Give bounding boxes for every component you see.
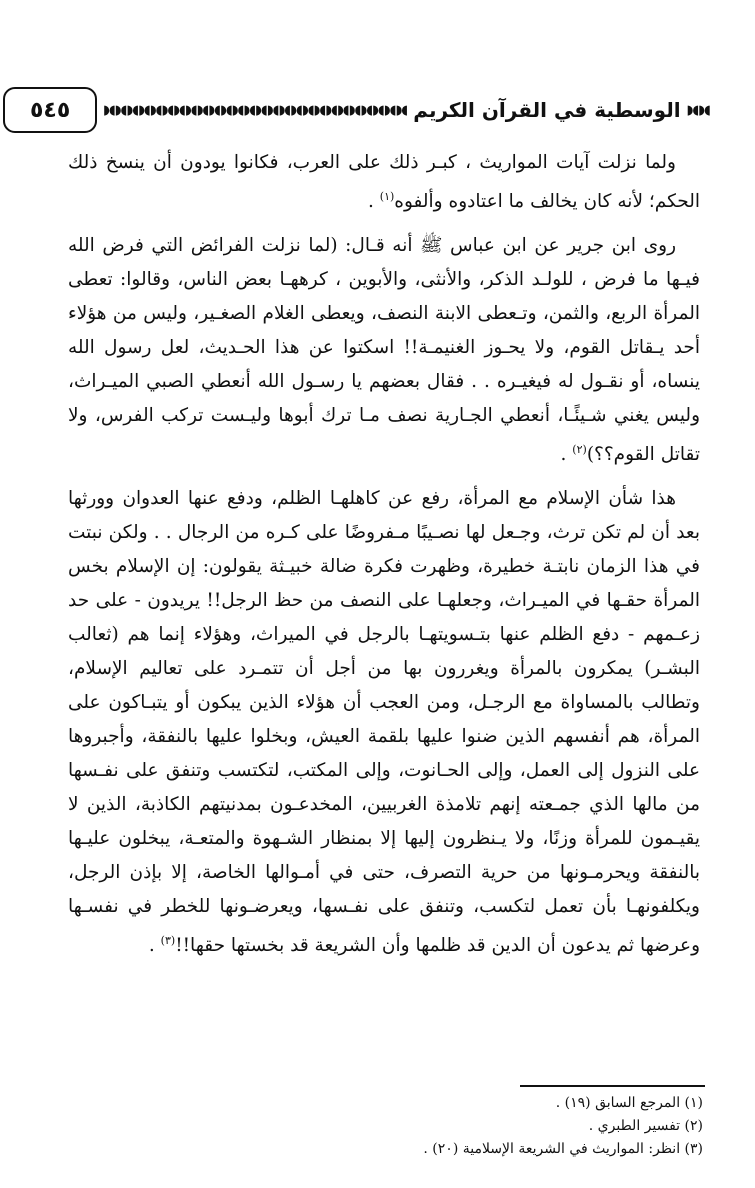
paragraph-text: هذا شأن الإسلام مع المرأة، رفع عن كاهلهـا الظلم، ودفع عنها العدوان وورثها بعد أن لم تكن ترث، وجـعل لها نصـيبًا مـفروضًا على كـره من الرجال . . ولكن نبتت في هذا الزمان نابتـة خطيرة، وظهرت فكرة ضالة خبيـثة يقولون: إن الإسلام بخس المرأة حقـها في الميـراث، وجعلهـا على النصف من حظ الرجل!! يريدون - على حد زعـمهم - دفع الظلم عنها بتـسويتهـا بالرجل في الميراث، وهؤلاء إنما هم (ثعالب البشـر) يمكرون بالمرأة ويغررون بها من أجل أن تتمـرد على تعاليم الإسلام، وتطالب بالمساواة مع الرجـل، ومن العجب أن هؤلاء الذين يبكون أو يتبـاكون على المرأة، هم أنفسهم الذين ضنوا عليها بلقمة العيش، وبخلوا عليها بالنفقة، وأجبروها على النزول إلى العمل، وإلى الحـانوت، وإلى المكتب، لتكتسب وتنفق على نفـسها من مالها الذي جمـعته إنهم تلامذة الغربيين، المخدعـون بمدنيتهم الكاذبة، الذين لا يقيـمون للمرأة وزنًا، ولا يـنظرون إليها إلا بمنظار الشـهوة والمتعـة، يبخلون عليـها بالنفقة ويحرمـونها من حرية التصرف، حتى في أمـوالها الخاصة، إلا بإذن الرجل، ويكلفونهـا بأن تعمل لتكسب، وتنفق على نفـسها، ويعرضـونها للخطر في نفسـها وعرضها ثم يدعون أن الدين قد ظلمها وأن الشريعة قد بخستها حقها!! (68, 488, 700, 957)
footnote: (٣) انظر: المواريث في الشريعة الإسلامية (٢٠) . (423, 1141, 703, 1157)
footnote-marker: (٣) (160, 934, 176, 948)
page-body (68, 146, 700, 973)
paragraph-end: . (368, 191, 380, 213)
paragraph-text: ولما نزلت آيات المواريث ، كبـر ذلك على العرب، فكانوا يودون أن ينسخ ذلك الحكم؛ لأنه كان يخالف ما اعتادوه وألفوه (68, 152, 700, 213)
paragraph (68, 229, 700, 472)
ornament-border-icon: ◖◗◖◗◖◗◖◗◖◗◖◗◖◗◖◗◖◗◖◗◖◗◖◗◖◗◖◗◖◗◖◗◖◗◖◗◖◗◖◗◖◗◖◗◖◗◖◗◖◗◖◗ (103, 102, 408, 118)
paragraph-text: روى ابن جرير عن ابن عباس ﷺ أنه قـال: (لما نزلت الفرائض التي فرض الله فيـها ما فرض ، للولـد الذكر، والأنثى، والأبوين ، كرههـا بعض الناس، وقالوا: تعطى المرأة الربع، والثمن، وتـعطى الابنة النصف، ويعطى الغلام الصغـير، وليس من هؤلاء أحد يـقاتل القوم، ولا يحـوز الغنيمـة!! اسكتوا عن هذا الحـديث، لعل رسول الله ينساه، أو نقـول له فيغيـره . . فقال بعضهم يا رسـول الله أنعطي الصبي الميـراث، وليس يغني شـيئًـا، أنعطي الجـارية نصف مـا ترك أبوها وليـست تركب الفرس، ولا تقاتل القوم؟؟) (68, 235, 700, 466)
paragraph-end: . (148, 935, 161, 957)
footnote-divider (520, 1085, 705, 1087)
paragraph-end: . (560, 444, 573, 466)
footnote: (١) المرجع السابق (١٩) . (555, 1095, 703, 1111)
footnote-marker: (٢) (572, 443, 587, 457)
footnotes (303, 1092, 703, 1161)
page-number: ٥٤٥ (3, 87, 97, 133)
book-title: الوسطية في القرآن الكريم (413, 98, 681, 122)
footnote-marker: (١) (379, 190, 395, 203)
ornament-icon: ◖◗◖◗ (686, 102, 710, 118)
paragraph (68, 146, 700, 219)
footnote: (٢) تفسير الطبري . (588, 1118, 703, 1134)
paragraph (68, 482, 700, 963)
page-header (29, 84, 710, 136)
